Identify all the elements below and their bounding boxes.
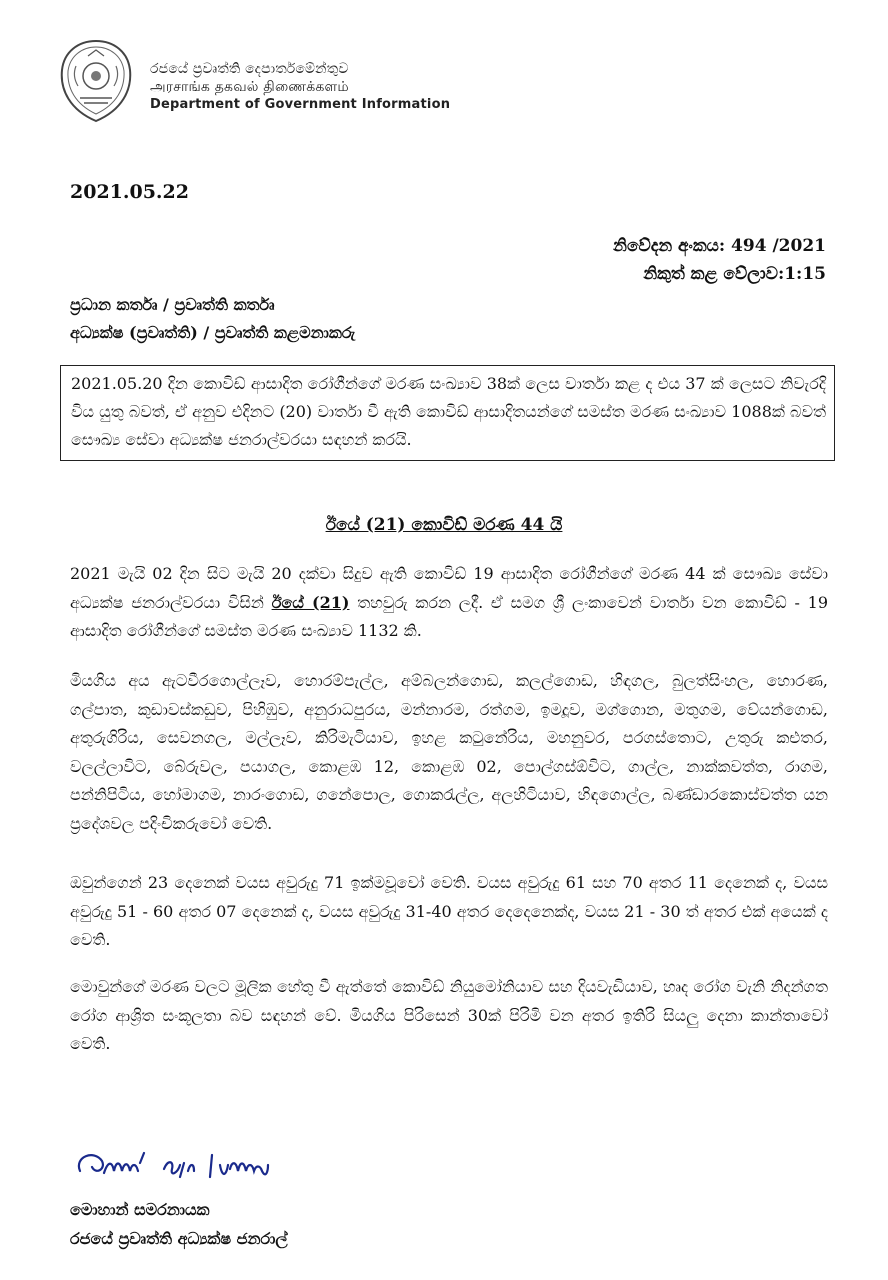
release-date: 2021.05.22 [70, 181, 189, 203]
recipient-line: අධ්‍යක්ෂ (ප්‍රවෘත්ති) / ප්‍රවෘත්ති කළමනාකරු [70, 323, 356, 342]
paragraph-locations: මියගිය අය ඇටවීරගොල්ලෑව, හොරම්පැල්ල, අම්බලන්ගොඩ, කලල්ගොඩ, හිඳගල, බුලත්සිංහල, හොරණ, ගල්පාත, කුඩාවස්කඩුව, පිහිඹුව, අනුරාධපුරය, මන්නාරම, රත්ගම, ඉමදූව, මග්ගොන, මතුගම, වේයන්ගොඩ, අතුරුගිරිය, සෙවනගල, මල්ලෑව, කිරිමැටියාව, ඉහළ කටුනේරිය, මහනුවර, පරගස්තොට, උතුරු කළුතර, වලල්ලාවිට, බේරුවල, පයාගල, කොළඹ 12, කොළඹ 02, පොල්ගස්ඕවිට, ගාල්ල, නාක්කවත්ත, රාගම, පන්නිපිටිය, හෝමාගම, නාරංගොඩ, ගනේපොල, ගොකරැල්ල, අලහිටියාව, හිඳගොල්ල, බණ්ඩාරකොස්වත්ත යන ප්‍රදේශවල පදිංචිකරුවෝ වෙති. [70, 671, 828, 833]
signatory-name: මොහාන් සමරනායක [70, 1200, 210, 1219]
paragraph-text: 2021 මැයි 02 දින සිට මැයි 20 දක්වා සිදුව ඇති කොවිඩ් 19 ආසාදිත රෝගීන්ගේ මරණ 44 ක් සෞඛ්‍ය සේවා අධ්‍යක්ෂ ජනරාල්වරයා විසින් [70, 564, 828, 612]
signature-icon [72, 1143, 332, 1193]
paragraph-text: තහවුරු කරන ලදී. ඒ සමග ශ්‍රී ලංකාවෙන් වාර්තා වන කොවිඩ් - 19 ආසාදිත රෝගීන්ගේ සමස්ත මරණ සංඛ්‍යාව 1132 කි. [70, 592, 828, 640]
headline: ඊයේ (21) කොවිඩ් මරණ 44 යි [325, 515, 563, 535]
release-number: නිවේදන අංකය: 494 /2021 [613, 236, 826, 256]
department-name [150, 60, 450, 114]
paragraph-age-breakdown: ඔවුන්ගෙන් 23 දෙනෙක් වයස අවුරුදු 71 ඉක්මවූවෝ වෙති. වයස අවුරුදු 61 සහ 70 අතර 11 දෙනෙක් ද, වයස අවුරුදු 51 - 60 අතර 07 දෙනෙක් ද, වයස අවුරුදු 31-40 අතර දෙදෙනෙක්ද, වයස 21 - 30 ත් අතර එක් අයෙක් ද වෙති. [70, 873, 828, 949]
department-name-tamil: அரசாங்க தகவல் திணைக்களம் [150, 79, 349, 95]
government-seal-icon [58, 38, 134, 124]
signatory-title: රජයේ ප්‍රවෘත්ති අධ්‍යක්ෂ ජනරාල් [70, 1229, 288, 1248]
recipient-line: ප්‍රධාන කර්තෘ / ප්‍රවෘත්ති කර්තෘ [70, 295, 275, 314]
correction-notice-box: 2021.05.20 දින කොවිඩ් ආසාදිත රෝගීන්ගේ මරණ සංඛ්‍යාව 38ක් ලෙස වාර්තා කළ ද එය 37 ක් ලෙසට නිවැරදි විය යුතු බවත්, ඒ අනුව එදිනට (20) වාර්තා වී ඇති කොවිඩ් ආසාදිතයන්ගේ සමස්ත මරණ සංඛ්‍යාව 1088ක් බවත් සෞඛ්‍ය සේවා අධ්‍යක්ෂ ජනරාල්වරයා සඳහන් කරයි. [60, 365, 835, 461]
signatory [70, 1195, 288, 1253]
department-name-sinhala: රජයේ ප්‍රවෘත්ති දෙපාර්තමේන්තුව [150, 61, 349, 77]
department-name-english: Department of Government Information [150, 97, 451, 112]
recipients [70, 291, 355, 347]
highlighted-date: ඊයේ (21) [271, 592, 350, 612]
release-time: නිකුත් කළ වේලාව:1:15 [643, 264, 826, 284]
release-reference [613, 232, 826, 288]
paragraph-causes: මොවුන්ගේ මරණ වලට මූලික හේතු වී ඇත්තේ කොවිඩ් නියුමෝනියාව සහ දියවැඩියාව, හෘද රෝග වැනි නිදන්ගත රෝග ආශ්‍රිත සංකූලතා බව සඳහන් වේ. මියගිය පිරිසෙන් 30ක් පිරිමි වන අතර ඉතිරි සියලු දෙනා කාන්තාවෝ වෙති. [70, 977, 828, 1053]
paragraph-deaths-confirmed [70, 560, 828, 646]
